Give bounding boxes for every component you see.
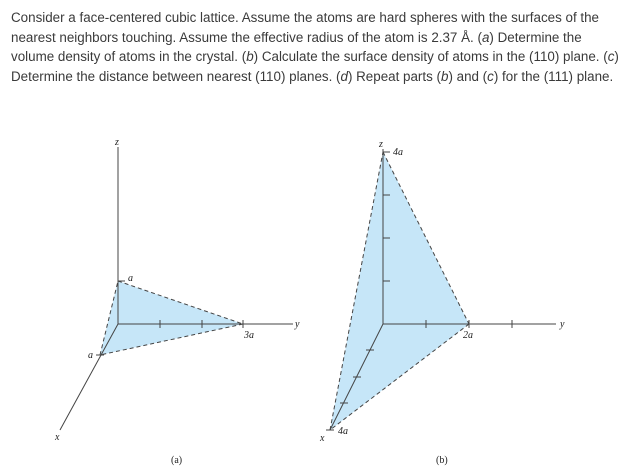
intercept-label-y-a: 3a bbox=[244, 330, 254, 341]
plane-a bbox=[100, 281, 243, 355]
axis-label-x-a: x bbox=[55, 432, 60, 443]
panel-b bbox=[326, 149, 556, 430]
axis-label-x-b: x bbox=[320, 433, 325, 444]
axis-label-z-b: z bbox=[379, 139, 383, 150]
part-label-a: a bbox=[481, 29, 490, 45]
x-axis-a bbox=[60, 324, 118, 430]
axis-label-y-b: y bbox=[560, 319, 565, 330]
figure-caption-a: (a) bbox=[171, 455, 183, 466]
figure-caption-b: (b) bbox=[436, 455, 448, 466]
axis-label-y-a: y bbox=[295, 319, 300, 330]
crystal-plane-figure bbox=[0, 128, 630, 472]
intercept-label-x-b: 4a bbox=[338, 426, 348, 437]
problem-statement bbox=[11, 8, 619, 86]
part-label-d: d bbox=[340, 68, 348, 84]
part-label-c: c bbox=[607, 49, 615, 65]
part-label-b: b bbox=[246, 49, 254, 65]
axis-label-z-a: z bbox=[115, 137, 119, 148]
panel-a bbox=[60, 147, 293, 430]
intercept-label-z-b: 4a bbox=[393, 147, 403, 158]
intercept-label-z-a: a bbox=[128, 273, 133, 284]
intercept-label-x-a: a bbox=[88, 350, 93, 361]
intercept-label-y-b: 2a bbox=[463, 330, 473, 341]
problem-text: Consider a face-centered cubic lattice. Assume the atoms are hard spheres with the surfaces of the nearest neighbors touching. Assume the effective radius of the atom is 2.37 Å. (a) Determine the volume density of atoms in the crystal. (b) Calculate the surface density of atoms in the (110) plane. (c) Determine the distance between nearest (110) planes. (d) Repeat parts (b) and (c) for the (111) plane. bbox=[11, 10, 619, 84]
